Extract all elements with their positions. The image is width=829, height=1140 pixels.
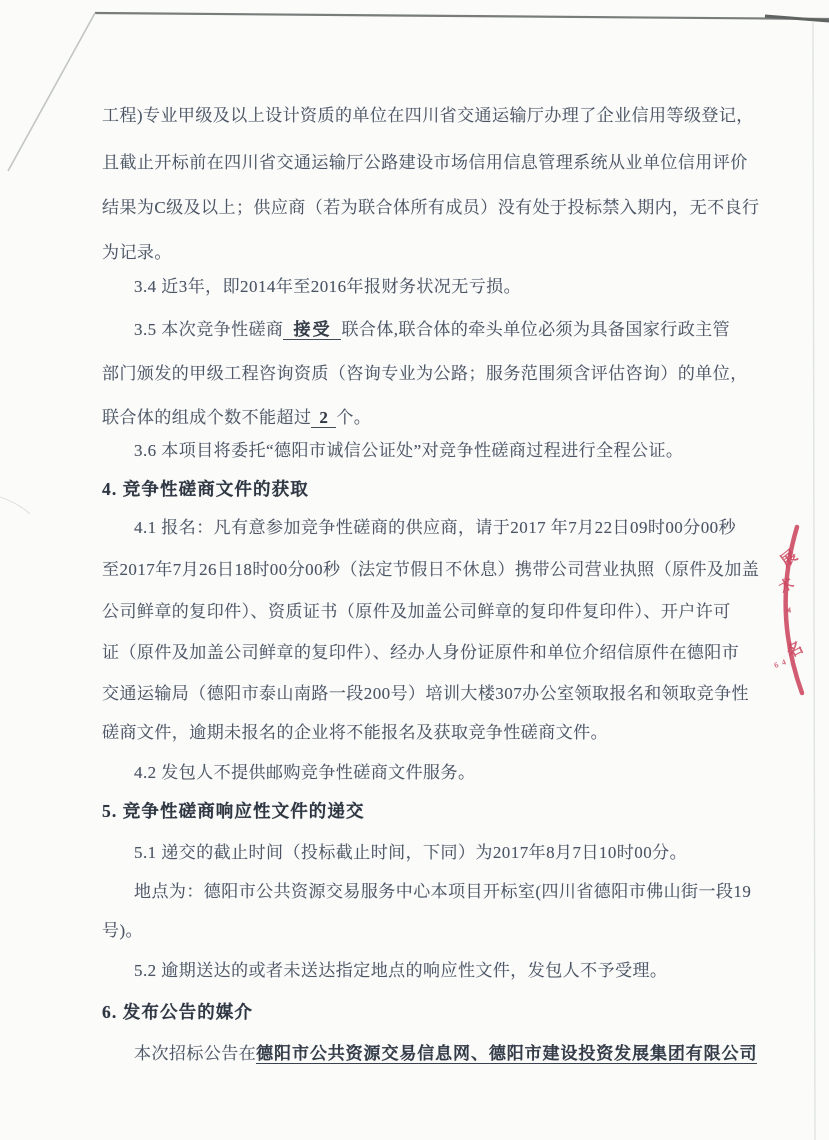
clause-4-1: 4.1 报名：凡有意参加竞争性磋商的供应商，请于2017 年7月22日09时00分00秒: [134, 518, 737, 537]
page-top-edge: [95, 13, 829, 19]
clause-3-5-end-pre: 联合体的组成个数不能超过: [102, 408, 312, 427]
page-corner-fold-edge: [8, 13, 95, 171]
page-top-edge-dark: [765, 16, 829, 21]
clause-5-1: 5.1 递交的截止时间（投标截止时间，下同）为2017年8月7日10时00分。: [134, 843, 688, 862]
member-count-underlined: 2: [311, 408, 336, 428]
clause-4-1-cont-2: 公司鲜章的复印件）、资质证书（原件及加盖公司鲜章的复印件复印件）、开户许可: [102, 602, 731, 621]
clause-3-5-post: 联合体,联合体的牵头单位必须为具备国家行政主管: [341, 320, 731, 339]
left-scan-crease: [0, 497, 30, 514]
clause-3-5-end: [102, 406, 782, 430]
announcement-media-pre: 本次招标公告在: [134, 1044, 257, 1063]
doc-line-3: 结果为C级及以上；供应商（若为联合体所有成员）没有处于投标禁入期内，无不良行: [102, 198, 760, 217]
clause-3-4: 3.4 近3年，即2014年至2016年报财务状况无亏损。: [134, 277, 522, 296]
accept-underlined-term: 接受: [283, 320, 341, 340]
section-heading-6: 6. 发布公告的媒介: [102, 1002, 253, 1022]
seal-number-fragment: 6 4: [772, 657, 789, 670]
clause-5-1-location: 地点为：德阳市公共资源交易服务中心本项目开标室(四川省德阳市佛山街一段19: [134, 882, 752, 901]
doc-line-4: 为记录。: [102, 243, 172, 262]
seal-character-fragment: 名: [783, 639, 807, 662]
clause-5-1-location-end: 号)。: [102, 921, 144, 940]
media-names-underlined: 德阳市公共资源交易信息网、德阳市建设投资发展集团有限公司: [256, 1044, 758, 1063]
clause-5-2: 5.2 逾期送达的或者未送达指定地点的响应性文件，发包人不予受理。: [134, 961, 668, 980]
doc-line-1: 工程)专业甲级及以上设计资质的单位在四川省交通运输厅办理了企业信用等级登记，: [102, 106, 754, 125]
clause-4-1-cont-1: 至2017年7月26日18时00分00秒（法定节假日不休息）携带公司营业执照（原件及加盖: [102, 560, 760, 579]
seal-star-fragment: ▲: [783, 602, 796, 616]
clause-3-6: 3.6 本项目将委托“德阳市诚信公证处”对竞争性磋商过程进行全程公证。: [134, 441, 684, 460]
clause-3-5-pre: 3.5 本次竞争性磋商: [134, 320, 284, 339]
clause-3-5: [102, 318, 814, 342]
clause-3-5-cont: 部门颁发的甲级工程咨询资质（咨询专业为公路；服务范围须含评估咨询）的单位，: [102, 364, 748, 383]
clause-4-1-cont-3: 证（原件及加盖公司鲜章的复印件）、经办人身份证原件和单位介绍信原件在德阳市: [102, 643, 740, 662]
doc-line-2: 且截止开标前在四川省交通运输厅公路建设市场信用信息管理系统从业单位信用评价: [102, 153, 748, 172]
clause-4-1-cont-4: 交通运输局（德阳市泰山南路一段200号）培训大楼307办公室领取报名和领取竞争性: [102, 684, 749, 703]
seal-character-fragment: 展: [777, 547, 801, 571]
clause-3-5-end-post: 个。: [336, 408, 372, 427]
seal-character-fragment: 术: [776, 576, 797, 597]
section-heading-5: 5. 竞争性磋商响应性文件的递交: [102, 801, 365, 821]
clause-4-2: 4.2 发包人不提供邮购竞争性磋商文件服务。: [134, 763, 476, 782]
announcement-media-line: [102, 1042, 814, 1066]
section-heading-4: 4. 竞争性磋商文件的获取: [102, 479, 309, 499]
clause-4-1-end: 磋商文件，逾期未报名的企业将不能报名及获取竞争性磋商文件。: [102, 723, 609, 742]
